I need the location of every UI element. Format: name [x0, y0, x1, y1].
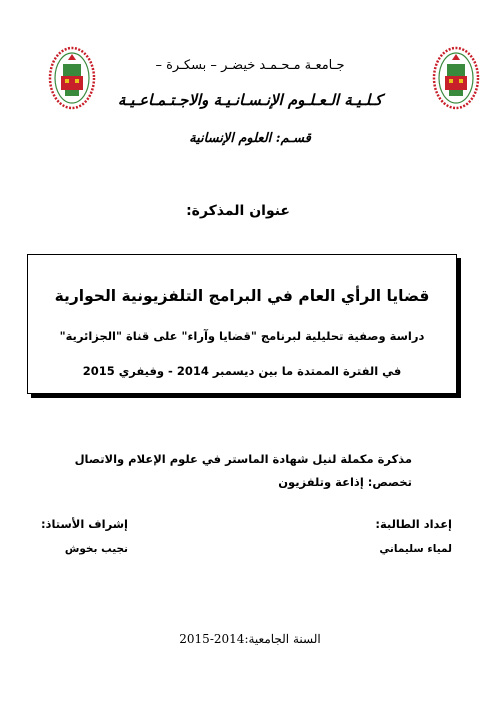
supervisor-name: نجيب بخوش: [64, 543, 128, 555]
university-logo-left-icon: [48, 46, 96, 110]
prepared-by-label: إعداد الطالبة:: [375, 517, 452, 531]
faculty-name: كـلـيـة الـعـلـوم الإنـسـانـيـة والاجـتـمـاعـيـة: [117, 91, 383, 109]
memo-title-label: عنوان المذكرة:: [186, 203, 290, 219]
title-box: [27, 254, 457, 394]
thesis-title: قضايا الرأي العام في البرامج التلفزيونية الحوارية: [54, 287, 430, 305]
student-name: لمياء سليماني: [379, 543, 452, 555]
thesis-subtitle: دراسة وصفية تحليلية لبرنامج "قضايا وآراء" على قناة "الجزائرية": [59, 329, 425, 343]
academic-year: السنة الجامعية:2014-2015: [179, 632, 321, 646]
university-logo-right-icon: [432, 46, 480, 110]
thesis-specialty: تخصص: إذاعة وتلفزيون: [278, 475, 412, 489]
thesis-period: في الفترة الممتدة ما بين ديسمبر 2014 - وفيفري 2015: [82, 364, 402, 378]
university-name: جـامعـة مـحـمـد خيضـر – بسكـرة –: [155, 58, 345, 73]
thesis-description: مذكرة مكملة لنيل شهادة الماستر في علوم الإعلام والاتصال: [74, 452, 412, 466]
department-name: قسـم: العلوم الإنسانية: [189, 131, 311, 146]
supervisor-label: إشراف الأستاذ:: [40, 517, 128, 531]
